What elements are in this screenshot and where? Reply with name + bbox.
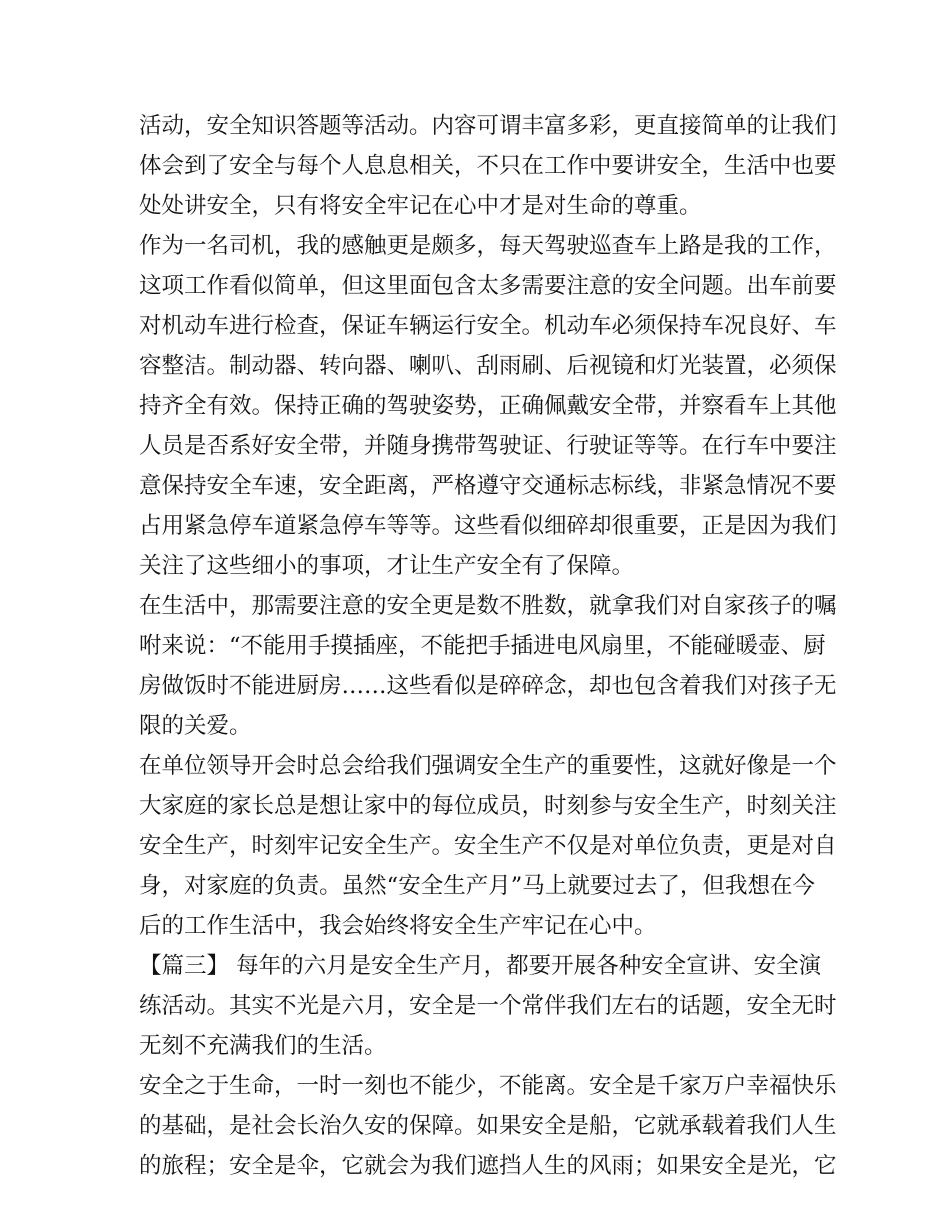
text-line: 作为一名司机，我的感触更是颇多，每天驾驶巡查车上路是我的工作，: [139, 233, 837, 259]
text-line: 在单位领导开会时总会给我们强调安全生产的重要性，这就好像是一个: [139, 753, 837, 779]
text-line: 咐来说：“不能用手摸插座，不能把手插进电风扇里，不能碰暖壶、厨: [139, 633, 826, 659]
text-line: 关注了这些细小的事项，才让生产安全有了保障。: [139, 553, 635, 579]
text-line: 意保持安全车速，安全距离，严格遵守交通标志标线，非紧急情况不要: [139, 473, 837, 499]
text-line: 处处讲安全，只有将安全牢记在心中才是对生命的尊重。: [139, 193, 702, 219]
text-line: 身，对家庭的负责。虽然“安全生产月”马上就要过去了，但我想在今: [139, 873, 815, 899]
text-line: 在生活中，那需要注意的安全更是数不胜数，就拿我们对自家孩子的嘱: [139, 593, 837, 619]
document-body: [139, 106, 837, 1186]
text-line: 后的工作生活中，我会始终将安全生产牢记在心中。: [139, 913, 657, 939]
text-line: 体会到了安全与每个人息息相关，不只在工作中要讲安全，生活中也要: [139, 153, 837, 179]
text-line: 安全之于生命，一时一刻也不能少，不能离。安全是千家万户幸福快乐: [139, 1073, 837, 1099]
text-line: 安全生产，时刻牢记安全生产。安全生产不仅是对单位负责，更是对自: [139, 833, 837, 859]
text-line: 对机动车进行检查，保证车辆运行安全。机动车必须保持车况良好、车: [139, 313, 837, 339]
text-line: 房做饭时不能进厨房……这些看似是碎碎念，却也包含着我们对孩子无: [139, 673, 837, 699]
text-line: 练活动。其实不光是六月，安全是一个常伴我们左右的话题，安全无时: [139, 993, 837, 1019]
text-line: 这项工作看似简单，但这里面包含太多需要注意的安全问题。出车前要: [139, 273, 837, 299]
text-line: 限的关爱。: [139, 713, 252, 739]
text-line: 持齐全有效。保持正确的驾驶姿势，正确佩戴安全带，并察看车上其他: [139, 393, 837, 419]
text-line: 容整洁。制动器、转向器、喇叭、刮雨刷、后视镜和灯光装置，必须保: [139, 353, 837, 379]
text-line: 【篇三】 每年的六月是安全生产月，都要开展各种安全宣讲、安全演: [139, 953, 822, 979]
text-line: 无刻不充满我们的生活。: [139, 1033, 387, 1059]
text-line: 活动，安全知识答题等活动。内容可谓丰富多彩，更直接简单的让我们: [139, 113, 837, 139]
text-line: 大家庭的家长总是想让家中的每位成员，时刻参与安全生产，时刻关注: [139, 793, 837, 819]
text-line: 的旅程；安全是伞，它就会为我们遮挡人生的风雨；如果安全是光，它: [139, 1153, 837, 1179]
text-line: 占用紧急停车道紧急停车等等。这些看似细碎却很重要，正是因为我们: [139, 513, 837, 539]
text-line: 的基础，是社会长治久安的保障。如果安全是船，它就承载着我们人生: [139, 1113, 837, 1139]
text-line: 人员是否系好安全带，并随身携带驾驶证、行驶证等等。在行车中要注: [139, 433, 837, 459]
